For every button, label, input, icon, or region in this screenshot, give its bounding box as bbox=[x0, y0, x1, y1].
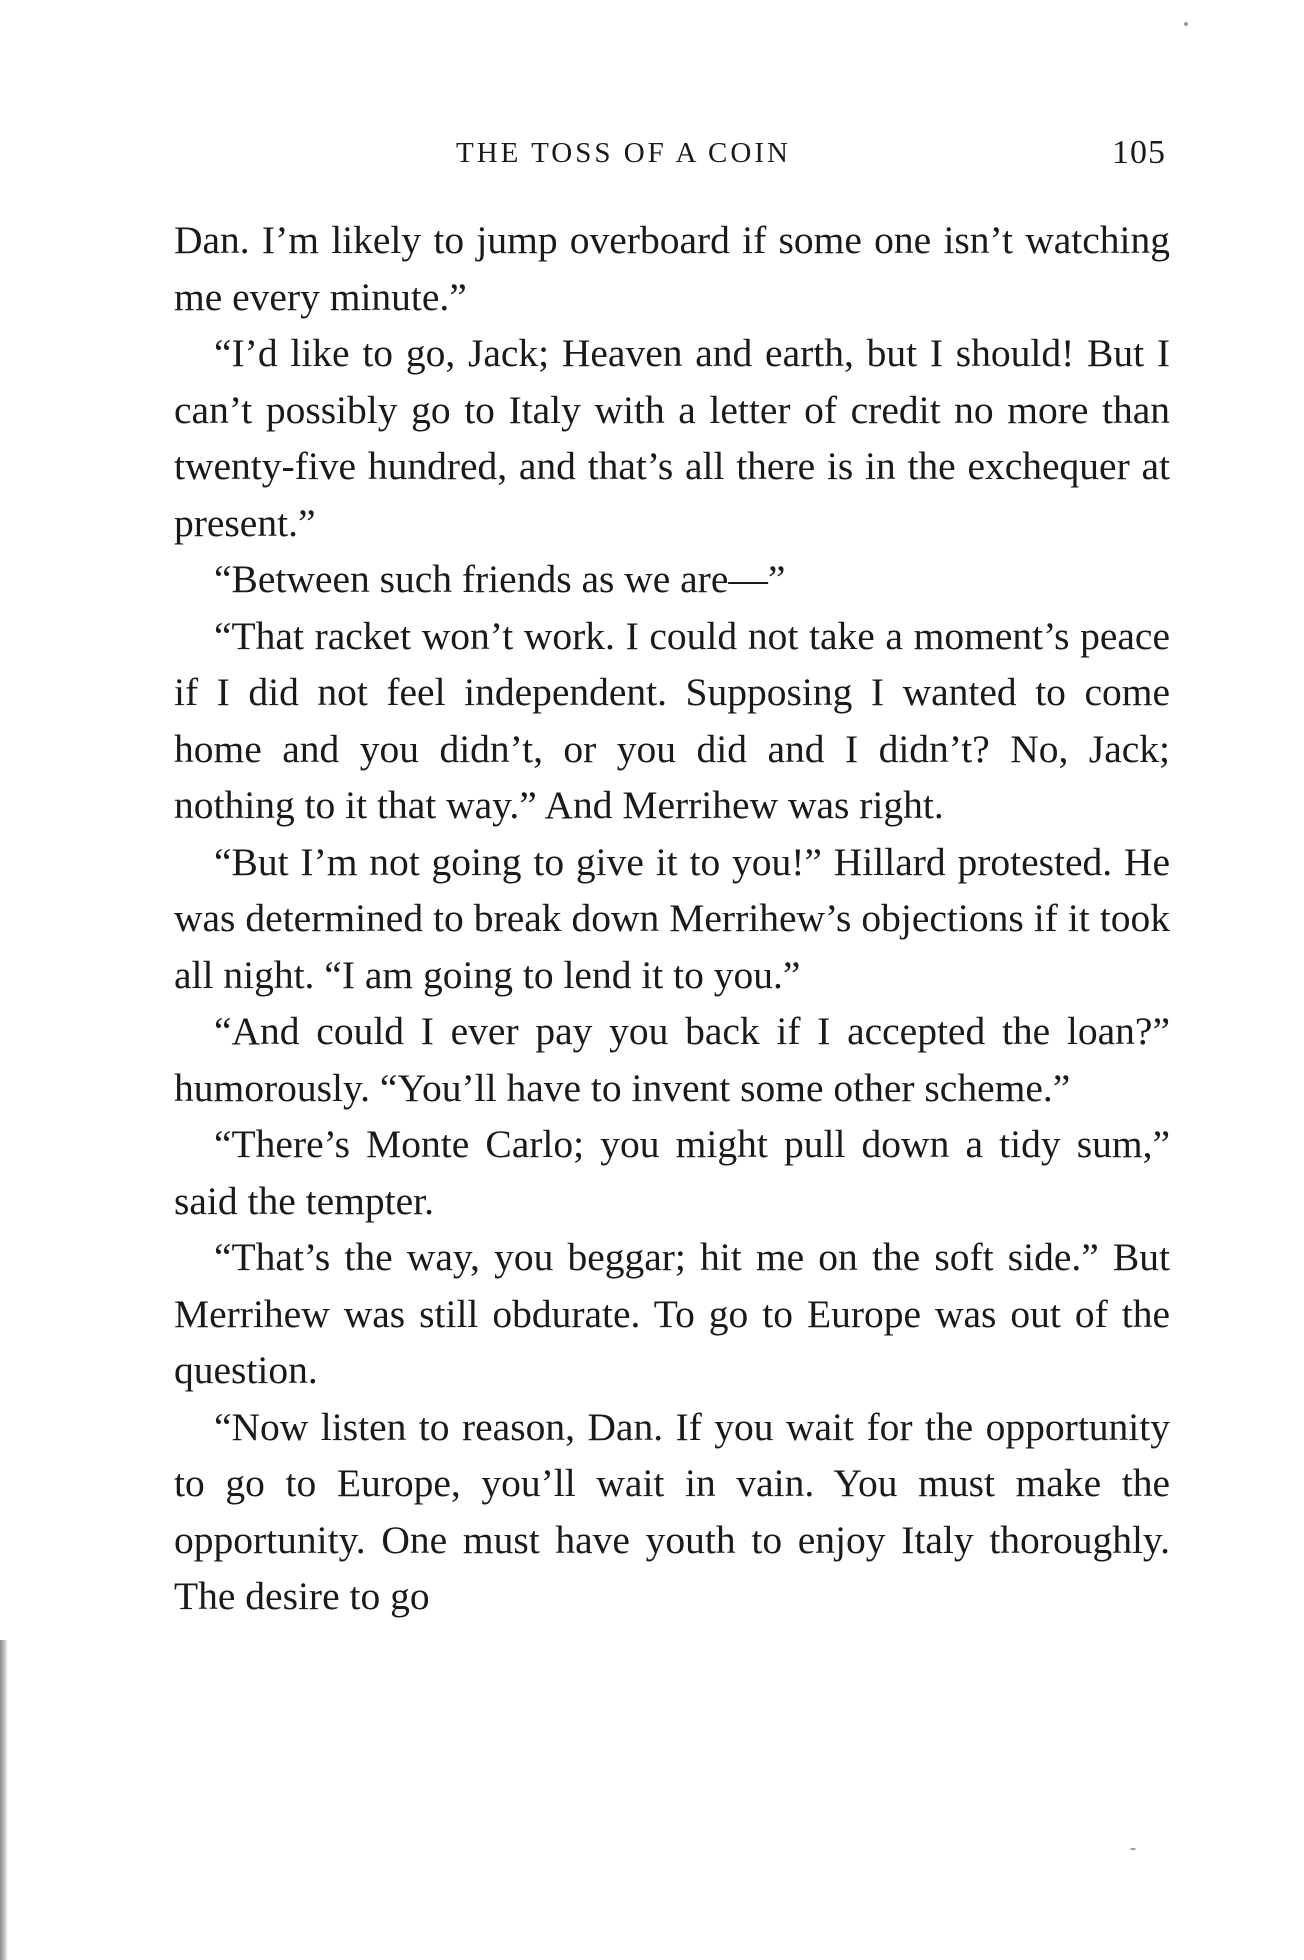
body-text bbox=[174, 212, 1170, 1625]
page-number: 105 bbox=[1112, 134, 1166, 171]
binding-edge-shadow bbox=[0, 1640, 8, 1960]
paragraph-3: “Between such friends as we are—” bbox=[214, 557, 786, 601]
paper-speck bbox=[1130, 1848, 1136, 1850]
paragraph-9: “Now listen to reason, Dan. If you wait for the opportunity to go to Europe, you’ll wait in vain. You must make the opportunity. One must have youth to enjoy Italy thoroughly. The desire to go bbox=[174, 1404, 1170, 1618]
paragraph-7: “There’s Monte Carlo; you might pull down a tidy sum,” said the tempter. bbox=[174, 1122, 1170, 1223]
paper-speck bbox=[1184, 22, 1188, 26]
paragraph-2: “I’d like to go, Jack; Heaven and earth, but I should! But I can’t possibly go to Italy with a letter of credit no more than twenty-five hundred, and that’s all there is in the exchequer at present.” bbox=[174, 331, 1170, 545]
paragraph-5: “But I’m not going to give it to you!” Hillard protested. He was determined to break down Merrihew’s objections if it took all night. “I am going to lend it to you.” bbox=[174, 839, 1170, 997]
paragraph-4: “That racket won’t work. I could not take a moment’s peace if I did not feel independent. Supposing I wanted to come home and you didn’t, or you did and I didn’t? No, Jack; nothing to it that way.” And Merrihew was right. bbox=[174, 613, 1170, 827]
running-head bbox=[176, 128, 1166, 178]
paragraph-6: “And could I ever pay you back if I accepted the loan?” humorously. “You’ll have to invent some other scheme.” bbox=[174, 1009, 1170, 1110]
paragraph-8: “That’s the way, you beggar; hit me on the soft side.” But Merrihew was still obdurate. To go to Europe was out of the question. bbox=[174, 1235, 1170, 1392]
paragraph-1: Dan. I’m likely to jump overboard if some one isn’t watching me every minute.” bbox=[174, 218, 1170, 319]
running-title: THE TOSS OF A COIN bbox=[456, 137, 791, 169]
